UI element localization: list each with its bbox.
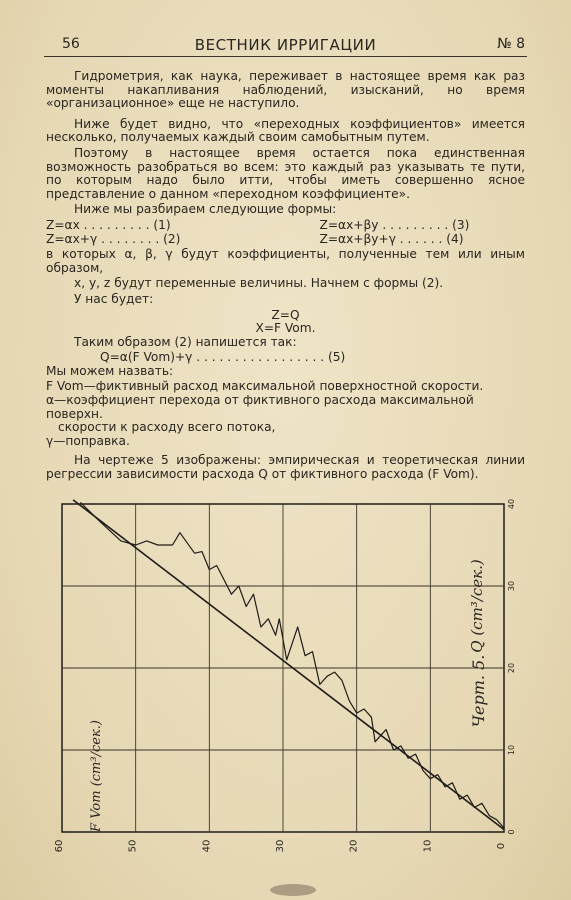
paragraph: в которых α, β, γ будут коэффициенты, полученные тем или иным образом, bbox=[46, 247, 525, 275]
paragraph: Гидрометрия, как наука, переживает в настоящее время как раз моменты накапливания наблюдений, изысканий, но время «организационное» еще не наступило. bbox=[46, 69, 525, 111]
theoretical-line bbox=[73, 500, 504, 830]
definitions-list bbox=[46, 380, 525, 448]
paragraph: Поэтому в настоящее время остается пока единственная возможность разобраться во всем: это каждый раз указывать те пути, по которым надо было итти, чтобы иметь совершенно ясное представление о данном «переходном коэффициенте». bbox=[46, 145, 525, 201]
formula-4: Z=αx+βy+γ . . . . . . (4) bbox=[319, 232, 464, 246]
paragraph: Ниже будет видно, что «переходных коэффициентов» имеется несколько, получаемых каждый своим самобытным путем. bbox=[46, 116, 525, 145]
definition-item: скорости к расходу всего потока, bbox=[58, 420, 276, 435]
x-tick-label: 10 bbox=[422, 839, 434, 853]
paragraph: У нас будет: bbox=[74, 291, 154, 306]
formula-1: Z=αx . . . . . . . . . (1) bbox=[46, 218, 171, 232]
definition-item: F Vom—фиктивный расход максимальной поверхностной скорости. bbox=[46, 379, 484, 394]
page-header bbox=[44, 34, 527, 57]
x-tick-label: 50 bbox=[127, 839, 139, 853]
y-axis-label: Q (cm³/сек.) bbox=[468, 559, 486, 653]
y-tick-label: 10 bbox=[507, 744, 516, 756]
issue-number: № 8 bbox=[497, 36, 525, 52]
paragraph: x, y, z будут переменные величины. Начнем с формы (2). bbox=[74, 276, 444, 291]
y-tick-label: 40 bbox=[507, 498, 516, 510]
chart-caption: Черт. 5. bbox=[469, 654, 488, 728]
definition-item: γ—поправка. bbox=[46, 433, 130, 448]
journal-title: ВЕСТНИК ИРРИГАЦИИ bbox=[194, 36, 377, 54]
paragraph: Ниже мы разбираем следующие формы: bbox=[74, 202, 337, 217]
paragraph: На чертеже 5 изображены: эмпирическая и теоретическая линии регрессии зависимости расхода Q от фиктивного расхода (F Vom). bbox=[46, 453, 525, 482]
formula-5: Q=α(F Vom)+γ . . . . . . . . . . . . . . . . . (5) bbox=[100, 351, 346, 365]
formula-2: Z=αx+γ . . . . . . . . (2) bbox=[46, 232, 181, 246]
page-number: 56 bbox=[62, 36, 80, 52]
ink-smudge bbox=[270, 884, 316, 896]
equation-z: Z=Q bbox=[271, 307, 300, 322]
empirical-line bbox=[80, 502, 504, 828]
x-tick-label: 40 bbox=[201, 839, 213, 853]
paragraph: Мы можем назвать: bbox=[46, 363, 174, 378]
x-tick-label: 0 bbox=[496, 842, 507, 850]
article-body bbox=[46, 70, 525, 489]
chart-svg bbox=[34, 476, 544, 876]
y-tick-label: 0 bbox=[507, 829, 516, 835]
y-tick-label: 30 bbox=[507, 580, 516, 592]
y-tick-label: 20 bbox=[507, 662, 516, 674]
formula-block bbox=[46, 219, 525, 246]
paragraph: Таким образом (2) напишется так: bbox=[74, 334, 297, 349]
formula-3: Z=αx+βy . . . . . . . . . (3) bbox=[319, 218, 470, 232]
x-tick-label: 30 bbox=[275, 839, 286, 853]
regression-chart bbox=[34, 476, 544, 876]
equation-x: X=F Vom. bbox=[255, 321, 316, 336]
x-axis-label: F Vom (cm³/сек.) bbox=[89, 720, 104, 832]
x-tick-label: 60 bbox=[54, 839, 65, 853]
definition-item: α—коэффициент перехода от фиктивного расхода максимальной поверхн. bbox=[46, 393, 474, 421]
x-tick-label: 20 bbox=[348, 839, 360, 853]
